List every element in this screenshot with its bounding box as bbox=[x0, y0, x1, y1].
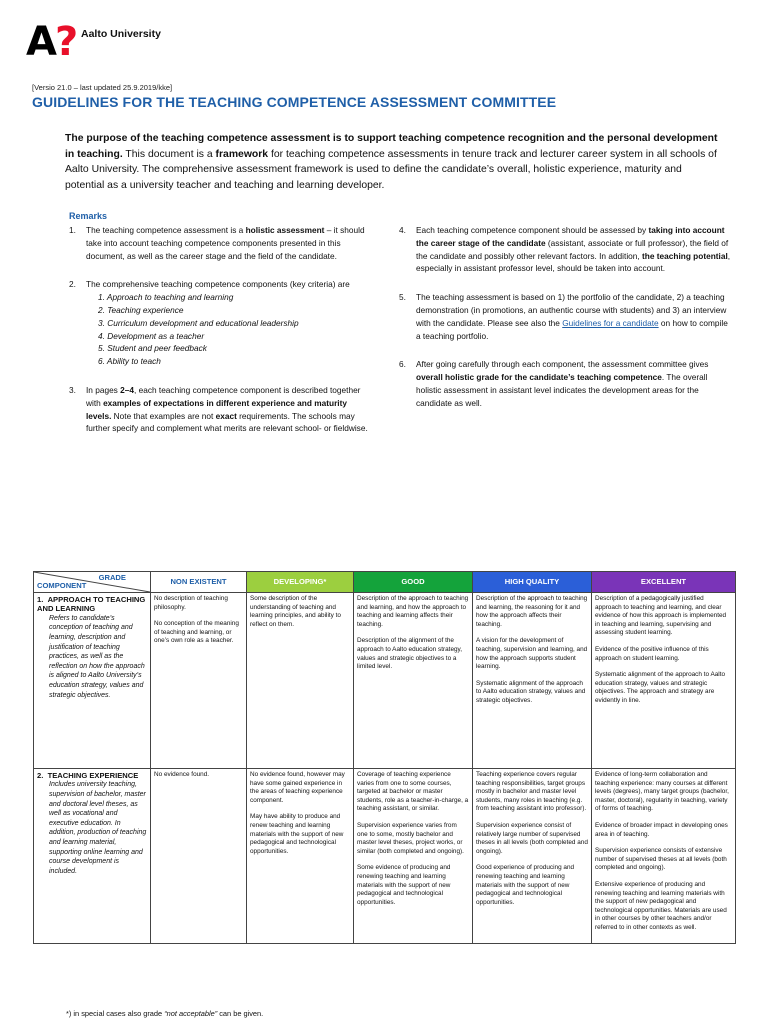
remark-6: 6. After going carefully through each component, the assessment committee gives overall holistic grade for the candidate’s teaching competence. The overall holistic assessment in assistant level indicates the development areas for the candidate as well. bbox=[399, 359, 709, 408]
grade-header: GOOD bbox=[354, 572, 473, 593]
page-title: GUIDELINES FOR THE TEACHING COMPETENCE ASSESSMENT COMMITTEE bbox=[32, 94, 557, 110]
list-item: 3. Curriculum development and educational leadership bbox=[98, 317, 299, 328]
grade-component-corner: GRADE COMPONENT bbox=[34, 572, 151, 593]
grade-header: EXCELLENT bbox=[592, 572, 736, 593]
grade-cell: Some description of the understanding of teaching and learning principles, and ability to reflect on them. bbox=[247, 593, 354, 769]
remark-2: 2. The comprehensive teaching competence components (key criteria) are 1. Approach to teaching and learning 2. Teaching experience 3. Curriculum development and educational leadership 4. Development as a teacher 5. Student and peer feedback 6. Ability to teach bbox=[66, 278, 371, 368]
list-item: 5. Student and peer feedback bbox=[98, 343, 207, 354]
list-item: 6. Ability to teach bbox=[98, 356, 161, 367]
version-note: [Versio 21.0 – last updated 25.9.2019/kke] bbox=[32, 83, 173, 92]
list-item: 4. Development as a teacher bbox=[98, 330, 205, 341]
component-list bbox=[86, 291, 371, 368]
grade-cell: No evidence found. bbox=[151, 769, 247, 944]
component-cell: 2. TEACHING EXPERIENCE Includes university teaching, supervision of bachelor, master and doctoral level theses, as well as vocational and executive education. In addition, production of teaching and learning material, supporting online learning and course development is included. bbox=[34, 769, 151, 944]
remark-5: 5. The teaching assessment is based on 1) the portfolio of the candidate, 2) a teaching demonstration (in promotions, an authentic course with students) and 3) an interview with the candidate. Please see also the Guidelines for a candidate on how to compile a teaching portfolio. bbox=[399, 292, 728, 341]
component-cell: 1. APPROACH TO TEACHING AND LEARNING Refers to candidate’s conception of teaching and learning, description and justification of teaching practices, as well as the reflection on how the approach is aligned to Aalto University’s education strategy, values and strategic objectives. bbox=[34, 593, 151, 769]
remarks-heading: Remarks bbox=[69, 211, 108, 221]
remarks-right-column bbox=[396, 224, 732, 426]
grade-header: HIGH QUALITY bbox=[473, 572, 592, 593]
aalto-logo-mark: A? bbox=[26, 19, 77, 65]
table-row bbox=[34, 769, 736, 944]
grade-cell: Evidence of long-term collaboration and teaching experience: many courses at different levels (degrees), many target groups (bachelor, master, doctoral), regularity in teaching, variety of forms of teaching. Evidence of broader impact in developing ones area in of teaching. Supervision experience consists of extensive number of supervised theses at all levels (both completed and ongoing). Extensive experience of producing and renewing teaching and learning materials with the support of new pedagogical and technological opportunities. Materials are used in other courses by other teachers and/or referred to in other contexts as well. bbox=[592, 769, 736, 944]
table-row bbox=[34, 593, 736, 769]
table-header-row bbox=[34, 572, 736, 593]
university-name: Aalto University bbox=[81, 28, 161, 40]
grade-cell: No evidence found, however may have some gained experience in the areas of teaching experience component. May have ability to produce and renew teaching and learning materials with the support of new pedagogical and technological opportunities. bbox=[247, 769, 354, 944]
guidelines-link[interactable]: Guidelines for a candidate bbox=[562, 317, 659, 328]
remark-3: 3. In pages 2–4, each teaching competence component is described together with examples of expectations in different experience and maturity levels. Note that examples are not exact requirements. The schools may further specify and complement what merits are relevant school- or fieldwise. bbox=[69, 384, 368, 434]
remarks-left-column bbox=[66, 224, 371, 451]
grade-cell: Description of the approach to teaching and learning, the reasoning for it and how the approach affects their teaching. A vision for the development of teaching, supervision and learning, and how the approach supports student learning. Systematic alignment of the approach to Aalto education strategy, values and strategic objectives. bbox=[473, 593, 592, 769]
remark-4: 4. Each teaching competence component should be assessed by taking into account the career stage of the candidate (assistant, associate or full professor), the field of the candidate and possibly other relevant factors. In addition, the teaching potential, especially in assistant professor level, should be taken into account. bbox=[399, 225, 731, 274]
grade-cell: Coverage of teaching experience varies from one to some courses, targeted at bachelor or master students, role as a teacher-in-charge, a teaching assistant, or similar. Supervision experience varies from one to some, mostly bachelor and master level theses, project works, or similar (both completed and ongoing). Some evidence of producing and renewing teaching and learning materials with the support of new pedagogical and technological opportunities. bbox=[354, 769, 473, 944]
grade-header: DEVELOPING* bbox=[247, 572, 354, 593]
grade-cell: Description of a pedagogically justified approach to teaching and learning, and clear evidence of how this approach is implemented in teaching and learning, supervising and assessing student learning. Evidence of the positive influence of this approach on student learning. Systematic alignment of the approach to Aalto education strategy, values and strategic objectives. The approach and strategy are evidently in line. bbox=[592, 593, 736, 769]
list-item: 2. Teaching experience bbox=[98, 304, 184, 315]
grade-cell: Description of the approach to teaching and learning, and how the approach to teaching and learning affects their teaching. Description of the alignment of the approach to Aalto education strategy, values and strategic objectives to a limited level. bbox=[354, 593, 473, 769]
aalto-logo bbox=[26, 19, 176, 65]
grade-header: NON EXISTENT bbox=[151, 572, 247, 593]
remark-1: 1. The teaching competence assessment is a holistic assessment – it should take into account teaching competence components presented in this document, as well as the career stage and the field of the candidate. bbox=[69, 225, 365, 261]
assessment-table bbox=[33, 571, 736, 944]
footnote: *) in special cases also grade “not acceptable” can be given. bbox=[66, 1009, 264, 1018]
grade-cell: No description of teaching philosophy. No conception of the meaning of teaching and learning, or one’s own role as a teacher. bbox=[151, 593, 247, 769]
list-item: 1. Approach to teaching and learning bbox=[98, 292, 234, 303]
intro-paragraph: The purpose of the teaching competence assessment is to support teaching competence recognition and the personal development in teaching. This document is a framework for teaching competence assessments in tenure track and lecturer career system in all schools of Aalto University. The comprehensive assessment framework is used to define the candidate’s overall, holistic experience, maturity and potential as a university teacher and teaching and learning developer. bbox=[65, 133, 718, 191]
grade-cell: Teaching experience covers regular teaching responsibilities, target groups mostly in bachelor and master level students, many roles in teaching (e.g. from teaching assistant into professor). Supervision experience consist of relatively large number of supervised theses in all levels (both completed and ongoing). Good experience of producing and renewing teaching and learning materials with the support of new pedagogical and technological opportunities. bbox=[473, 769, 592, 944]
